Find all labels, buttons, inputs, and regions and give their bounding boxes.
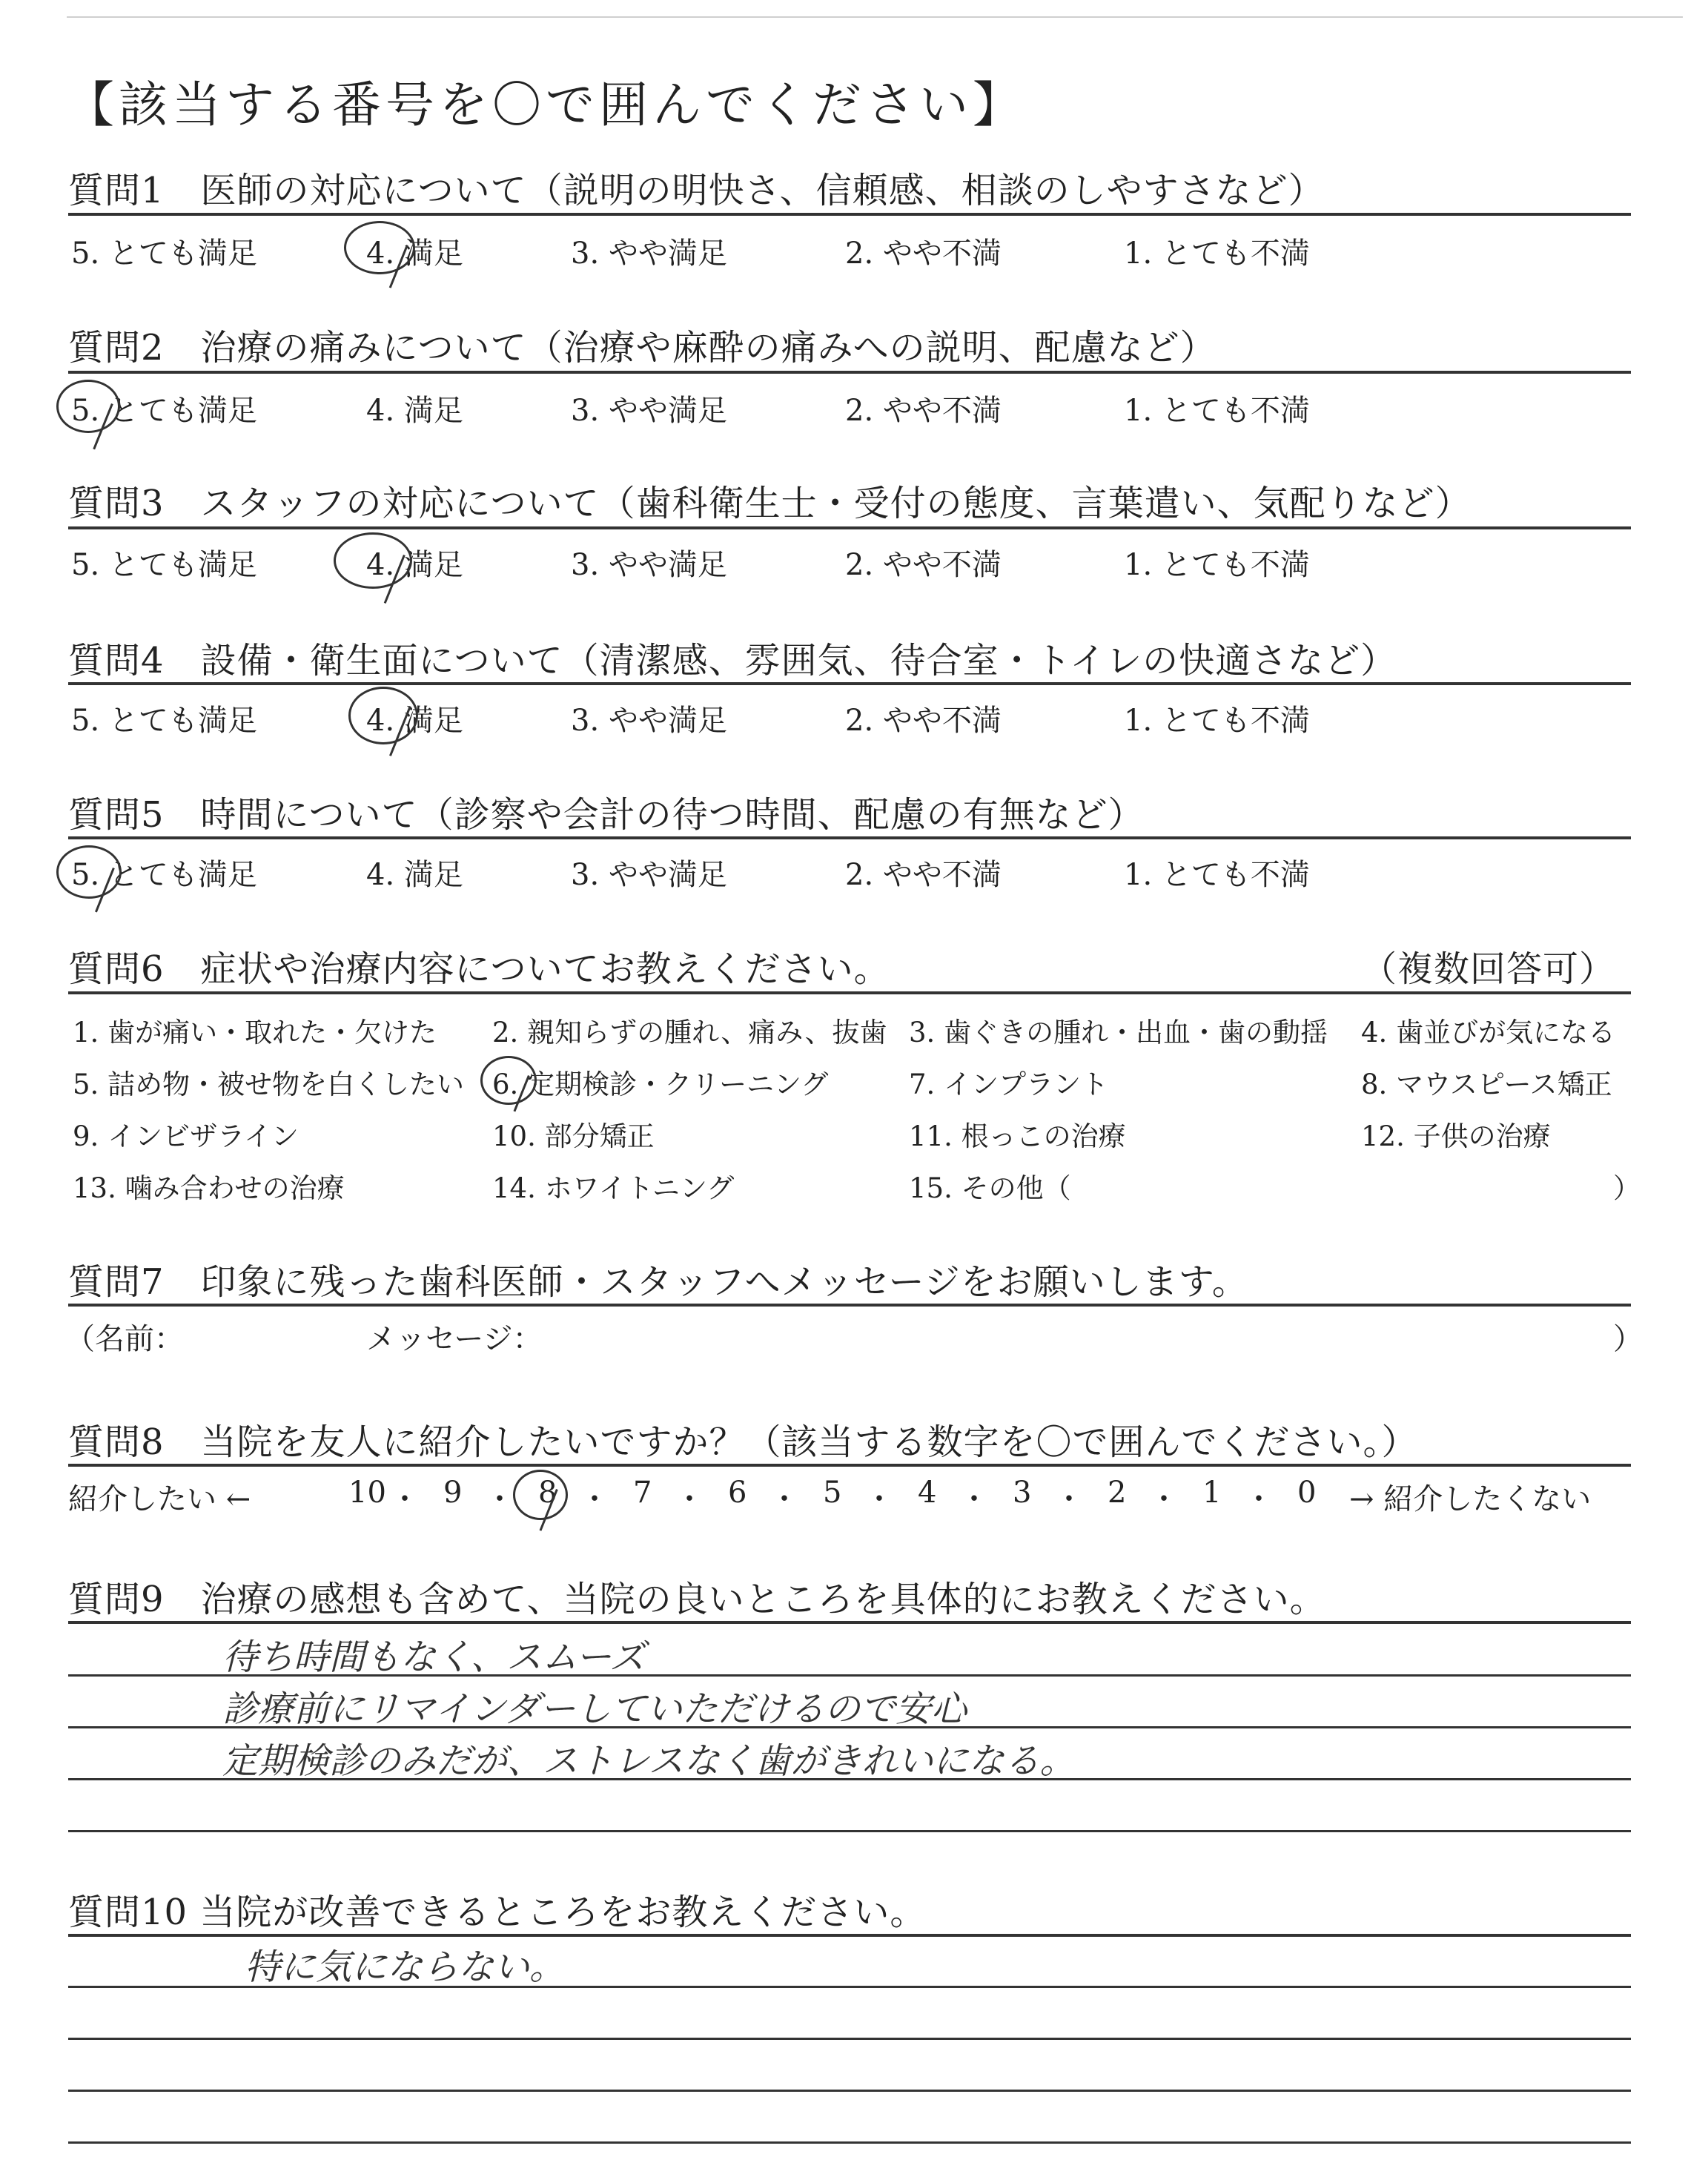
q8-scale-number[interactable]: 8 (538, 1476, 557, 1510)
q8-scale-separator: ・ (580, 1482, 609, 1516)
q1-option-3[interactable]: 3. やや満足 (571, 237, 727, 271)
question-2-rule (68, 371, 1631, 374)
q8-scale-number[interactable]: 2 (1108, 1476, 1127, 1510)
q4-option-5[interactable]: 5. とても満足 (71, 704, 257, 738)
q6-option-2[interactable]: 2. 親知らずの腫れ、痛み、抜歯 (492, 1017, 887, 1048)
q8-scale-number[interactable]: 0 (1297, 1476, 1317, 1510)
q8-scale-number[interactable]: 10 (348, 1476, 386, 1510)
q8-scale-separator: ・ (1054, 1482, 1084, 1516)
q6-other-close: ） (1613, 1172, 1641, 1204)
question-5: 質問5 時間について（診察や会計の待つ時間、配慮の有無など） (68, 794, 1145, 836)
q8-scale-number[interactable]: 1 (1202, 1476, 1222, 1510)
q5-option-5[interactable]: 5. とても満足 (71, 858, 257, 892)
q6-answer-circle (480, 1056, 537, 1105)
q6-option-14[interactable]: 14. ホワイトニング (492, 1172, 735, 1204)
q7-close: ） (1613, 1322, 1643, 1356)
q8-scale-separator: ・ (769, 1482, 799, 1516)
q8-scale-separator: ・ (390, 1482, 420, 1516)
q6-option-13[interactable]: 13. 噛み合わせの治療 (73, 1172, 345, 1204)
question-1-rule (68, 213, 1631, 216)
q1-option-2[interactable]: 2. やや不満 (845, 237, 1002, 271)
question-3-rule (68, 526, 1631, 529)
scan-edge-line (67, 16, 1683, 18)
question-4-rule (68, 682, 1631, 685)
q5-option-3[interactable]: 3. やや満足 (571, 858, 727, 892)
q6-option-4[interactable]: 4. 歯並びが気になる (1361, 1017, 1616, 1048)
question-10: 質問10 当院が改善できるところをお教えください。 (68, 1892, 927, 1933)
q4-option-4[interactable]: 4. 満足 (366, 704, 463, 738)
q8-scale-number[interactable]: 5 (823, 1476, 842, 1510)
q3-option-3[interactable]: 3. やや満足 (571, 548, 727, 582)
q5-option-2[interactable]: 2. やや不満 (845, 858, 1002, 892)
q6-option-5[interactable]: 5. 詰め物・被せ物を白くしたい (73, 1069, 465, 1100)
question-8: 質問8 当院を友人に紹介したいですか？（該当する数字を〇で囲んでください。） (68, 1421, 1418, 1463)
q8-scale-number[interactable]: 7 (633, 1476, 652, 1510)
q9-answer-line: 定期検診のみだが、ストレスなく歯がきれいになる。 (222, 1740, 1076, 1782)
question-4: 質問4 設備・衛生面について（清潔感、雰囲気、待合室・トイレの快適さなど） (68, 640, 1397, 681)
question-1: 質問1 医師の対応について（説明の明快さ、信頼感、相談のしやすさなど） (68, 170, 1325, 211)
q4-option-3[interactable]: 3. やや満足 (571, 704, 727, 738)
q10-answer-line: 特に気にならない。 (245, 1946, 566, 1988)
q8-left-label: 紹介したい ← (68, 1482, 251, 1516)
question-6-note: （複数回答可） (1361, 948, 1616, 990)
q10-writing-line (68, 2090, 1631, 2092)
q2-option-4[interactable]: 4. 満足 (366, 394, 463, 428)
q3-option-4[interactable]: 4. 満足 (366, 548, 463, 582)
q9-answer-line: 診療前にリマインダーしていただけるので安心 (222, 1688, 967, 1730)
q8-scale-number[interactable]: 3 (1013, 1476, 1032, 1510)
q8-scale-separator: ・ (959, 1482, 989, 1516)
q6-option-11[interactable]: 11. 根っこの治療 (909, 1120, 1126, 1152)
q5-option-1[interactable]: 1. とても不満 (1124, 858, 1310, 892)
q6-option-9[interactable]: 9. インビザライン (73, 1120, 299, 1152)
question-5-rule (68, 836, 1631, 839)
q6-option-10[interactable]: 10. 部分矯正 (492, 1120, 655, 1152)
q8-scale-number[interactable]: 4 (918, 1476, 937, 1510)
q8-right-label: → 紹介したくない (1349, 1482, 1592, 1516)
form-title: 【該当する番号を〇で囲んでください】 (65, 76, 1026, 133)
question-6-rule (68, 991, 1631, 994)
question-9-rule (68, 1621, 1631, 1624)
q6-option-3[interactable]: 3. 歯ぐきの腫れ・出血・歯の動揺 (909, 1017, 1328, 1048)
q8-scale-number[interactable]: 6 (728, 1476, 747, 1510)
q6-option-12[interactable]: 12. 子供の治療 (1361, 1120, 1551, 1152)
question-10-rule (68, 1934, 1631, 1937)
q3-option-2[interactable]: 2. やや不満 (845, 548, 1002, 582)
question-7-rule (68, 1304, 1631, 1307)
question-3: 質問3 スタッフの対応について（歯科衛生士・受付の態度、言葉遣い、気配りなど） (68, 483, 1472, 524)
q10-writing-line (68, 2038, 1631, 2040)
q8-scale-separator: ・ (864, 1482, 894, 1516)
q8-answer-circle (513, 1470, 568, 1520)
q3-option-1[interactable]: 1. とても不満 (1124, 548, 1310, 582)
question-9: 質問9 治療の感想も含めて、当院の良いところを具体的にお教えください。 (68, 1579, 1326, 1620)
q1-option-5[interactable]: 5. とても満足 (71, 237, 257, 271)
q3-option-5[interactable]: 5. とても満足 (71, 548, 257, 582)
q4-option-1[interactable]: 1. とても不満 (1124, 704, 1310, 738)
q2-option-2[interactable]: 2. やや不満 (845, 394, 1002, 428)
q1-option-4[interactable]: 4. 満足 (366, 237, 463, 271)
q8-scale-number[interactable]: 9 (443, 1476, 463, 1510)
q6-option-8[interactable]: 8. マウスピース矯正 (1361, 1069, 1612, 1100)
q8-scale-separator: ・ (1244, 1482, 1274, 1516)
q4-option-2[interactable]: 2. やや不満 (845, 704, 1002, 738)
question-7: 質問7 印象に残った歯科医師・スタッフへメッセージをお願いします。 (68, 1261, 1248, 1303)
q6-option-1[interactable]: 1. 歯が痛い・取れた・欠けた (73, 1017, 437, 1048)
q5-option-4[interactable]: 4. 満足 (366, 858, 463, 892)
q1-option-1[interactable]: 1. とても不満 (1124, 237, 1310, 271)
q8-scale-separator: ・ (675, 1482, 704, 1516)
question-6: 質問6 症状や治療内容についてお教えください。 (68, 948, 890, 990)
question-2: 質問2 治療の痛みについて（治療や麻酔の痛みへの説明、配慮など） (68, 327, 1217, 369)
question-8-rule (68, 1464, 1631, 1467)
q2-option-1[interactable]: 1. とても不満 (1124, 394, 1310, 428)
q7-message-label: メッセージ： (366, 1322, 543, 1356)
q9-writing-line (68, 1830, 1631, 1832)
q6-option-7[interactable]: 7. インプラント (909, 1069, 1109, 1100)
q10-writing-line (68, 2141, 1631, 2144)
q6-option-6[interactable]: 6. 定期検診・クリーニング (492, 1069, 829, 1100)
q2-option-5[interactable]: 5. とても満足 (71, 394, 257, 428)
q9-answer-line: 待ち時間もなく、スムーズ (222, 1636, 646, 1678)
q7-name-label: （名前： (65, 1322, 184, 1356)
q8-scale-separator: ・ (1149, 1482, 1179, 1516)
q2-option-3[interactable]: 3. やや満足 (571, 394, 727, 428)
q6-option-15[interactable]: 15. その他（ (909, 1172, 1071, 1204)
q8-scale-separator: ・ (485, 1482, 514, 1516)
